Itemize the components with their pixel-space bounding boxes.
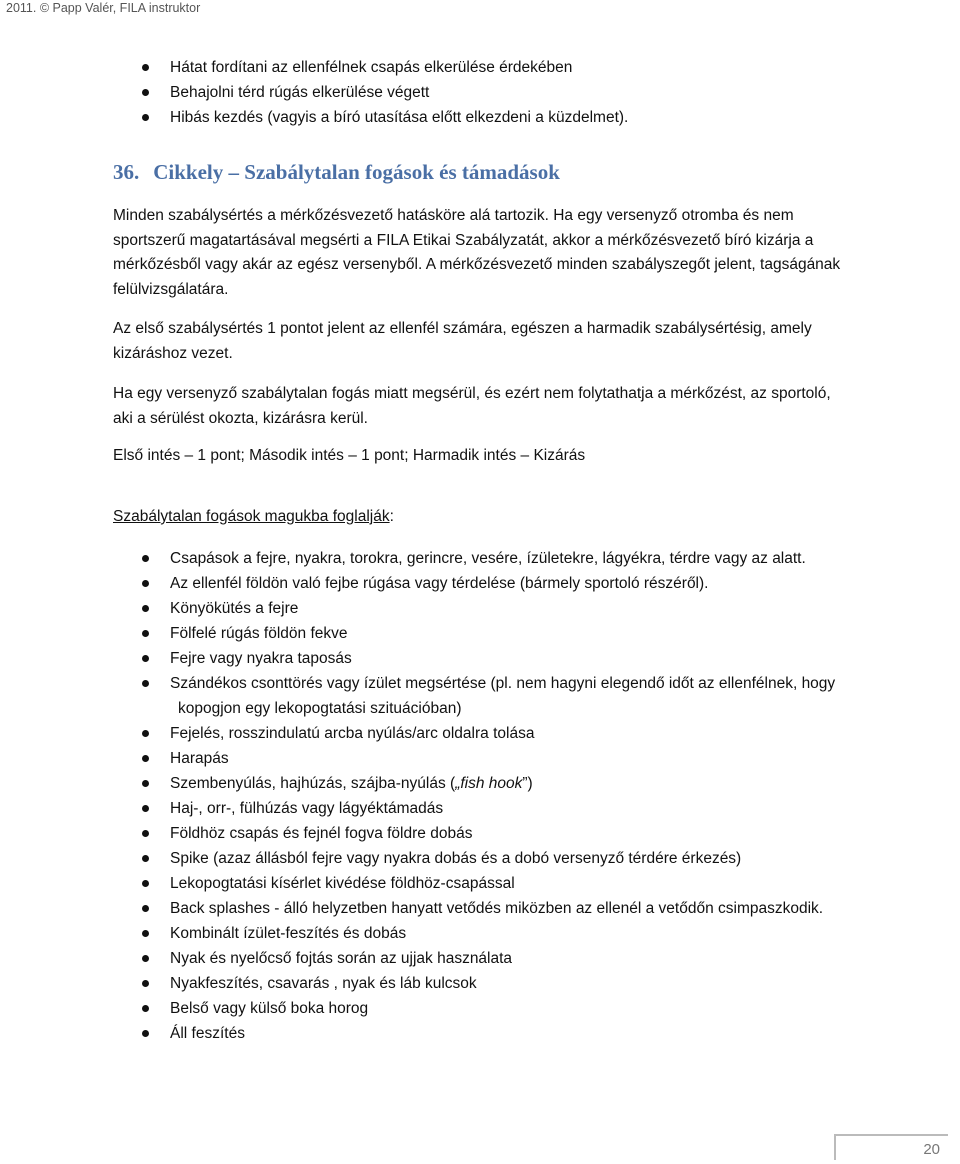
list-item: Lekopogtatási kísérlet kivédése földhöz-csapással xyxy=(113,871,853,896)
page-number-box xyxy=(834,1134,948,1160)
list-item: Hibás kezdés (vagyis a bíró utasítása előtt elkezdeni a küzdelmet). xyxy=(113,105,853,130)
paragraph-rules xyxy=(113,204,846,302)
text-line: mérkőzésből vagy akár az egész versenyből. A mérkőzésvezető minden szabályszegőt jelent, tagságának xyxy=(113,256,841,273)
list-item: Harapás xyxy=(113,746,853,771)
text-line: kizáráshoz vezet. xyxy=(113,344,233,362)
list-item: Fölfelé rúgás földön fekve xyxy=(113,621,853,646)
underlined-text: Szabálytalan fogások magukba foglalják xyxy=(113,508,390,525)
list-item: Behajolni térd rúgás elkerülése végett xyxy=(113,80,853,105)
paragraph-first-violation xyxy=(113,317,846,366)
page-header: 2011. © Papp Valér, FILA instruktor xyxy=(6,1,201,15)
list-item: Szándékos csonttörés vagy ízület megsértése (pl. nem hagyni elegendő időt az ellenfélnek, hogy kopogjon egy lekopogtatási szituációban) xyxy=(113,671,853,721)
list-item: Fejelés, rosszindulatú arcba nyúlás/arc oldalra tolása xyxy=(113,721,853,746)
list-item: Szembenyúlás, hajhúzás, szájba-nyúlás („fish hook”) xyxy=(113,771,853,796)
fouls-bullet-list xyxy=(113,546,853,1046)
text-line: sportszerű magatartásával megsérti a FILA Etikai Szabályzatát, akkor a mérkőzésvezető bíró kizárja a xyxy=(113,231,814,249)
list-item: Áll feszítés xyxy=(113,1021,853,1046)
list-item: Könyökütés a fejre xyxy=(113,596,853,621)
paragraph-warnings: Első intés – 1 pont; Második intés – 1 pont; Harmadik intés – Kizárás xyxy=(113,447,586,464)
fish-hook-term: „fish hook xyxy=(455,775,523,792)
list-item: Nyakfeszítés, csavarás , nyak és láb kulcsok xyxy=(113,971,853,996)
list-item: Spike (azaz állásból fejre vagy nyakra dobás és a dobó versenyző térdére érkezés) xyxy=(113,846,853,871)
text-line: Ha egy versenyző szabálytalan fogás miatt megsérül, és ezért nem folytathatja a mérkőzést, az sportoló, xyxy=(113,385,831,402)
list-item: Hátat fordítani az ellenfélnek csapás elkerülése érdekében xyxy=(113,55,853,80)
list-item: Kombinált ízület-feszítés és dobás xyxy=(113,921,853,946)
list-item: Csapások a fejre, nyakra, torokra, gerincre, vesére, ízületekre, lágyékra, térdre vagy az alatt. xyxy=(113,546,853,571)
article-title: Cikkely – Szabálytalan fogások és támadások xyxy=(153,160,560,184)
paragraph-injury xyxy=(113,382,846,431)
paragraph-fouls-intro: Szabálytalan fogások magukba foglalják: xyxy=(113,508,394,525)
list-item: Fejre vagy nyakra taposás xyxy=(113,646,853,671)
text-line: felülvizsgálatára. xyxy=(113,280,229,298)
list-item: Nyak és nyelőcső fojtás során az ujjak használata xyxy=(113,946,853,971)
text-line: Az első szabálysértés 1 pontot jelent az ellenfél számára, egészen a harmadik szabálysértésig, amely xyxy=(113,320,812,337)
article-number: 36. xyxy=(113,160,140,184)
list-item: Földhöz csapás és fejnél fogva földre dobás xyxy=(113,821,853,846)
list-item: Belső vagy külső boka horog xyxy=(113,996,853,1021)
list-item-continuation: kopogjon egy lekopogtatási szituációban) xyxy=(178,700,462,717)
list-item: Az ellenfél földön való fejbe rúgása vagy térdelése (bármely sportoló részéről). xyxy=(113,571,853,596)
top-bullet-list xyxy=(113,55,853,130)
page-number: 20 xyxy=(923,1141,940,1158)
list-item: Haj-, orr-, fülhúzás vagy lágyéktámadás xyxy=(113,796,853,821)
text-line: aki a sérülést okozta, kizárásra kerül. xyxy=(113,409,368,427)
article-heading xyxy=(113,158,560,186)
text-line: Minden szabálysértés a mérkőzésvezető hatásköre alá tartozik. Ha egy versenyző otromba és nem xyxy=(113,207,794,224)
list-item: Back splashes - álló helyzetben hanyatt vetődés miközben az ellenél a vetődőn csimpaszkodik. xyxy=(113,896,853,921)
